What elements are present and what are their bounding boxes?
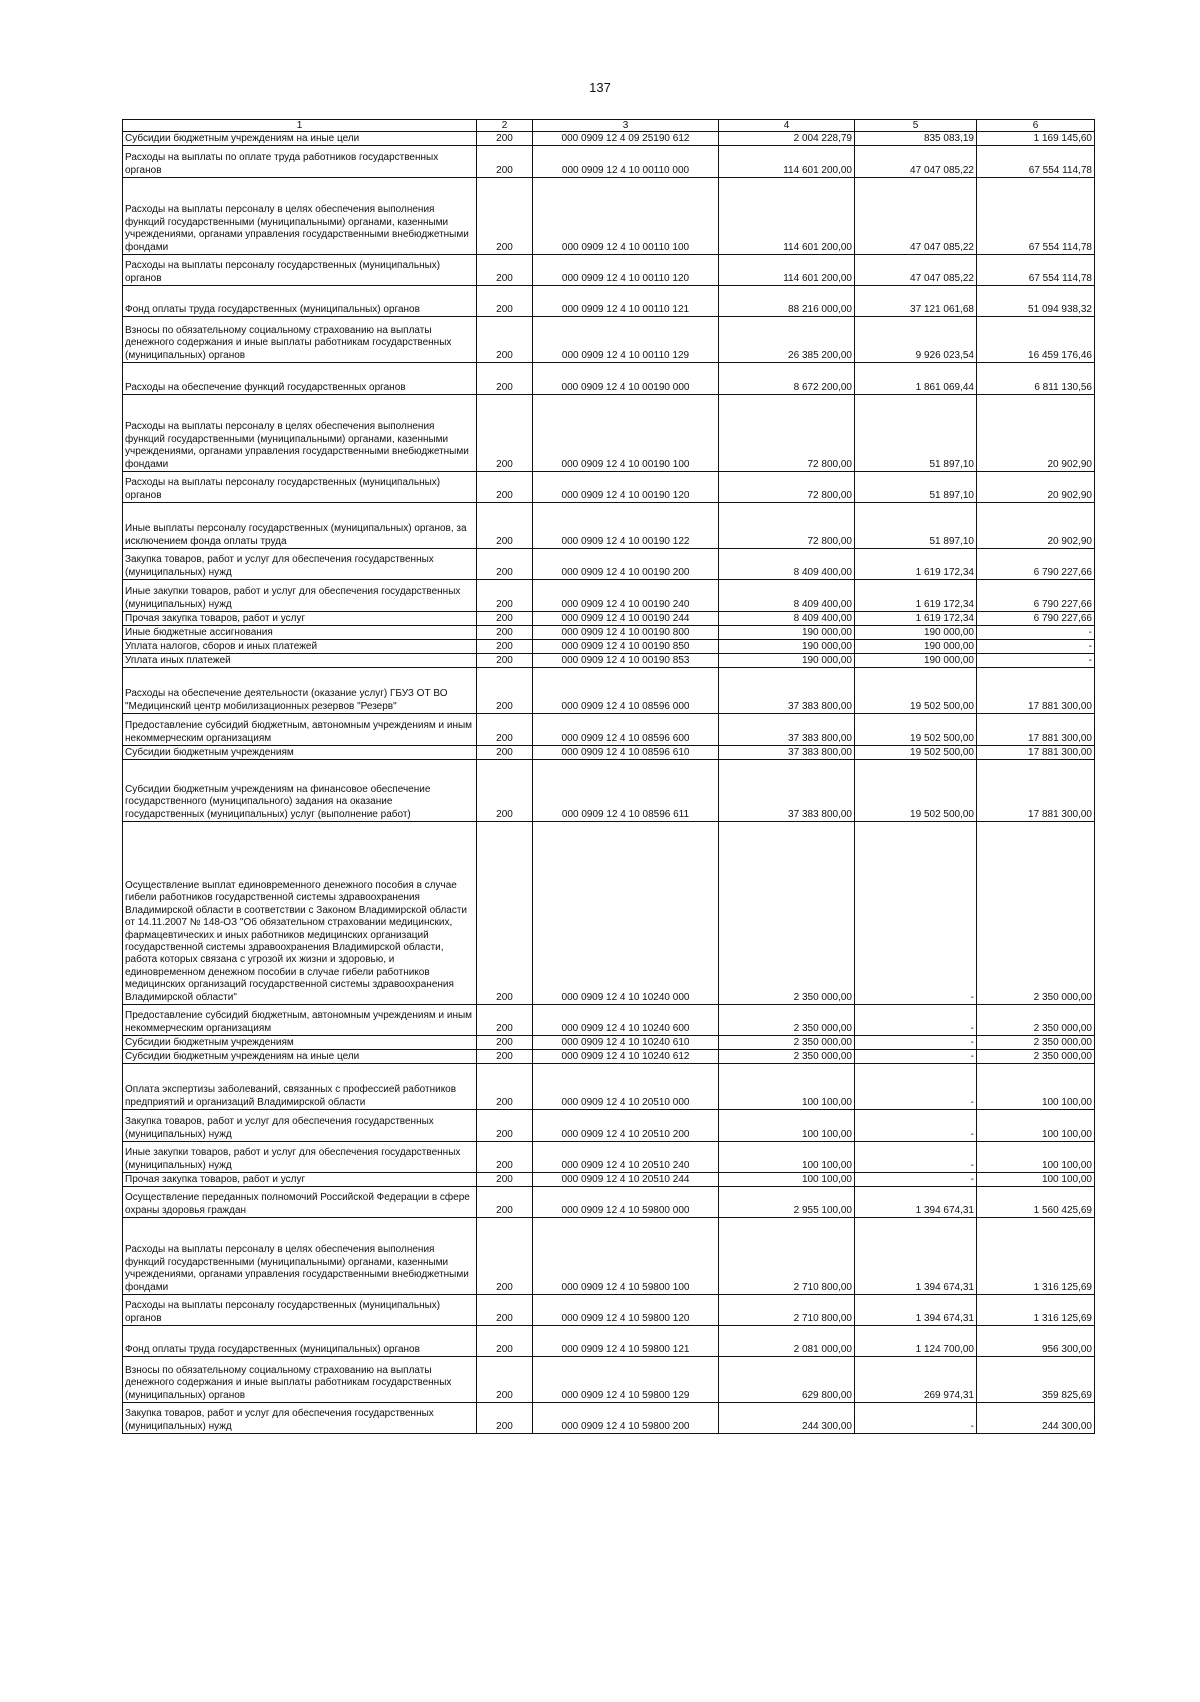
row-code: 200 [477,1326,533,1357]
table-row [123,626,1095,640]
table-row [123,1050,1095,1064]
table-row [123,1218,1095,1295]
row-value-4: 2 350 000,00 [719,822,855,1005]
table-row [123,363,1095,395]
row-kbk: 000 0909 12 4 10 59800 120 [533,1295,719,1326]
row-code: 200 [477,1036,533,1050]
row-value-6: 20 902,90 [977,395,1095,472]
row-value-5: 1 124 700,00 [855,1326,977,1357]
row-value-6: 20 902,90 [977,503,1095,549]
table-row [123,1142,1095,1173]
table-row [123,1295,1095,1326]
row-code: 200 [477,1218,533,1295]
table-row [123,395,1095,472]
row-value-5: - [855,1064,977,1110]
row-name: Закупка товаров, работ и услуг для обеспечения государственных (муниципальных) нужд [123,549,477,580]
row-code: 200 [477,1005,533,1036]
row-name: Предоставление субсидий бюджетным, автономным учреждениям и иным некоммерческим организациям [123,1005,477,1036]
row-value-5: - [855,1050,977,1064]
row-value-4: 2 350 000,00 [719,1005,855,1036]
row-code: 200 [477,1403,533,1434]
row-value-6: 2 350 000,00 [977,1005,1095,1036]
row-value-6: 100 100,00 [977,1142,1095,1173]
row-value-4: 37 383 800,00 [719,746,855,760]
row-kbk: 000 0909 12 4 10 00190 240 [533,580,719,612]
row-value-6: 100 100,00 [977,1173,1095,1187]
row-value-6: 6 811 130,56 [977,363,1095,395]
row-name: Взносы по обязательному социальному страхованию на выплаты денежного содержания и иные выплаты работникам государственных (муниципальных) органов [123,1357,477,1403]
row-kbk: 000 0909 12 4 10 20510 000 [533,1064,719,1110]
row-name: Иные бюджетные ассигнования [123,626,477,640]
row-name: Взносы по обязательному социальному страхованию на выплаты денежного содержания и иные выплаты работникам государственных (муниципальных) органов [123,317,477,363]
row-name: Фонд оплаты труда государственных (муниципальных) органов [123,286,477,317]
row-value-5: 269 974,31 [855,1357,977,1403]
row-name: Оплата экспертизы заболеваний, связанных с профессией работников предприятий и организаций Владимирской области [123,1064,477,1110]
row-value-4: 2 004 228,79 [719,132,855,146]
table-row [123,746,1095,760]
row-value-5: 19 502 500,00 [855,714,977,746]
row-code: 200 [477,1295,533,1326]
row-value-6: 2 350 000,00 [977,1050,1095,1064]
row-kbk: 000 0909 12 4 10 59800 000 [533,1187,719,1218]
row-name: Расходы на выплаты персоналу в целях обеспечения выполнения функций государственными (муниципальными) органами, казенными учреждениями, органами управления государственными внебюджетными фондами [123,178,477,255]
row-kbk: 000 0909 12 4 10 08596 000 [533,668,719,714]
row-code: 200 [477,612,533,626]
table-row [123,612,1095,626]
table-row [123,668,1095,714]
row-kbk: 000 0909 12 4 10 08596 611 [533,760,719,822]
row-name: Субсидии бюджетным учреждениям на иные цели [123,1050,477,1064]
table-row [123,640,1095,654]
table-row [123,549,1095,580]
row-value-4: 190 000,00 [719,654,855,668]
row-code: 200 [477,822,533,1005]
row-value-6: 1 169 145,60 [977,132,1095,146]
row-code: 200 [477,626,533,640]
row-code: 200 [477,1110,533,1142]
row-kbk: 000 0909 12 4 10 20510 200 [533,1110,719,1142]
row-value-5: - [855,1173,977,1187]
row-name: Расходы на обеспечение деятельности (оказание услуг) ГБУЗ ОТ ВО "Медицинский центр мобилизационных резервов "Резерв" [123,668,477,714]
row-value-6: 359 825,69 [977,1357,1095,1403]
row-value-4: 26 385 200,00 [719,317,855,363]
row-kbk: 000 0909 12 4 10 00190 800 [533,626,719,640]
table-row [123,822,1095,1005]
row-value-5: 1 619 172,34 [855,612,977,626]
row-value-4: 2 955 100,00 [719,1187,855,1218]
table-row [123,1187,1095,1218]
column-header: 2 [477,120,533,132]
row-code: 200 [477,146,533,178]
row-kbk: 000 0909 12 4 10 00190 200 [533,549,719,580]
row-value-6: 67 554 114,78 [977,146,1095,178]
column-header: 6 [977,120,1095,132]
page-number: 137 [589,80,611,95]
table-row [123,146,1095,178]
row-value-4: 114 601 200,00 [719,178,855,255]
table-row [123,503,1095,549]
row-value-5: 190 000,00 [855,654,977,668]
row-kbk: 000 0909 12 4 10 10240 610 [533,1036,719,1050]
row-value-5: 1 619 172,34 [855,580,977,612]
table-row [123,654,1095,668]
row-kbk: 000 0909 12 4 10 59800 129 [533,1357,719,1403]
row-value-6: 17 881 300,00 [977,746,1095,760]
row-code: 200 [477,714,533,746]
row-name: Уплата иных платежей [123,654,477,668]
row-value-5: - [855,1142,977,1173]
row-kbk: 000 0909 12 4 10 08596 600 [533,714,719,746]
row-value-4: 114 601 200,00 [719,146,855,178]
table-row [123,1005,1095,1036]
row-value-6: 6 790 227,66 [977,580,1095,612]
row-value-6: - [977,654,1095,668]
row-name: Иные закупки товаров, работ и услуг для обеспечения государственных (муниципальных) нужд [123,580,477,612]
row-code: 200 [477,1050,533,1064]
row-kbk: 000 0909 12 4 10 00190 122 [533,503,719,549]
row-name: Расходы на выплаты персоналу государственных (муниципальных) органов [123,1295,477,1326]
row-value-6: 6 790 227,66 [977,549,1095,580]
row-kbk: 000 0909 12 4 10 20510 244 [533,1173,719,1187]
row-name: Расходы на обеспечение функций государственных органов [123,363,477,395]
row-value-5: 1 394 674,31 [855,1295,977,1326]
row-name: Расходы на выплаты персоналу в целях обеспечения выполнения функций государственными (муниципальными) органами, казенными учреждениями, органами управления государственными внебюджетными фондами [123,1218,477,1295]
row-kbk: 000 0909 12 4 10 00190 120 [533,472,719,503]
row-kbk: 000 0909 12 4 10 00190 850 [533,640,719,654]
row-value-4: 8 409 400,00 [719,580,855,612]
row-value-6: 67 554 114,78 [977,178,1095,255]
row-value-5: - [855,822,977,1005]
row-value-4: 114 601 200,00 [719,255,855,286]
table-row [123,1110,1095,1142]
budget-table [122,119,1095,1434]
row-value-6: 6 790 227,66 [977,612,1095,626]
row-value-6: 17 881 300,00 [977,668,1095,714]
table-header-row [123,120,1095,132]
table-row [123,1403,1095,1434]
row-value-5: 19 502 500,00 [855,760,977,822]
column-header: 3 [533,120,719,132]
row-code: 200 [477,1357,533,1403]
row-code: 200 [477,503,533,549]
row-value-6: 956 300,00 [977,1326,1095,1357]
row-value-6: 1 316 125,69 [977,1218,1095,1295]
row-value-5: 190 000,00 [855,626,977,640]
row-value-5: 19 502 500,00 [855,668,977,714]
table-row [123,472,1095,503]
row-kbk: 000 0909 12 4 10 00110 100 [533,178,719,255]
row-name: Расходы на выплаты персоналу государственных (муниципальных) органов [123,472,477,503]
row-value-4: 72 800,00 [719,395,855,472]
row-code: 200 [477,132,533,146]
row-value-5: - [855,1036,977,1050]
row-kbk: 000 0909 12 4 10 00190 853 [533,654,719,668]
row-value-4: 2 350 000,00 [719,1050,855,1064]
row-code: 200 [477,760,533,822]
table-row [123,317,1095,363]
row-value-6: 100 100,00 [977,1064,1095,1110]
row-kbk: 000 0909 12 4 10 00110 129 [533,317,719,363]
row-value-5: - [855,1110,977,1142]
row-value-4: 100 100,00 [719,1064,855,1110]
row-kbk: 000 0909 12 4 10 10240 600 [533,1005,719,1036]
row-name: Расходы на выплаты персоналу государственных (муниципальных) органов [123,255,477,286]
row-code: 200 [477,317,533,363]
row-value-6: 244 300,00 [977,1403,1095,1434]
row-code: 200 [477,472,533,503]
row-value-6: 17 881 300,00 [977,714,1095,746]
row-value-6: 20 902,90 [977,472,1095,503]
row-kbk: 000 0909 12 4 10 59800 100 [533,1218,719,1295]
row-value-4: 2 350 000,00 [719,1036,855,1050]
row-name: Субсидии бюджетным учреждениям на финансовое обеспечение государственного (муниципального) задания на оказание государственных (муниципальных) услуг (выполнение работ) [123,760,477,822]
row-code: 200 [477,746,533,760]
row-name: Субсидии бюджетным учреждениям [123,1036,477,1050]
row-name: Расходы на выплаты персоналу в целях обеспечения выполнения функций государственными (муниципальными) органами, казенными учреждениями, органами управления государственными внебюджетными фондами [123,395,477,472]
row-value-5: 835 083,19 [855,132,977,146]
row-value-6: - [977,626,1095,640]
row-code: 200 [477,668,533,714]
column-header: 4 [719,120,855,132]
row-value-5: 1 394 674,31 [855,1187,977,1218]
row-value-4: 8 672 200,00 [719,363,855,395]
table-row [123,760,1095,822]
row-name: Закупка товаров, работ и услуг для обеспечения государственных (муниципальных) нужд [123,1110,477,1142]
row-value-4: 88 216 000,00 [719,286,855,317]
row-code: 200 [477,1173,533,1187]
row-value-4: 37 383 800,00 [719,668,855,714]
row-name: Прочая закупка товаров, работ и услуг [123,1173,477,1187]
table-row [123,1357,1095,1403]
table-row [123,132,1095,146]
row-name: Закупка товаров, работ и услуг для обеспечения государственных (муниципальных) нужд [123,1403,477,1434]
row-value-5: 51 897,10 [855,503,977,549]
row-code: 200 [477,640,533,654]
table-row [123,1036,1095,1050]
row-value-4: 100 100,00 [719,1142,855,1173]
row-name: Прочая закупка товаров, работ и услуг [123,612,477,626]
row-value-4: 72 800,00 [719,503,855,549]
row-name: Субсидии бюджетным учреждениям [123,746,477,760]
row-code: 200 [477,178,533,255]
row-code: 200 [477,395,533,472]
row-kbk: 000 0909 12 4 09 25190 612 [533,132,719,146]
row-value-6: 17 881 300,00 [977,760,1095,822]
table-row [123,1326,1095,1357]
row-kbk: 000 0909 12 4 10 00190 000 [533,363,719,395]
column-header: 1 [123,120,477,132]
row-code: 200 [477,363,533,395]
row-value-5: 51 897,10 [855,395,977,472]
row-name: Иные закупки товаров, работ и услуг для обеспечения государственных (муниципальных) нужд [123,1142,477,1173]
row-kbk: 000 0909 12 4 10 59800 121 [533,1326,719,1357]
row-value-5: 47 047 085,22 [855,178,977,255]
row-value-4: 37 383 800,00 [719,760,855,822]
row-value-5: 1 394 674,31 [855,1218,977,1295]
row-code: 200 [477,255,533,286]
row-value-5: 1 619 172,34 [855,549,977,580]
row-value-4: 190 000,00 [719,640,855,654]
row-value-5: - [855,1403,977,1434]
row-value-5: 37 121 061,68 [855,286,977,317]
row-kbk: 000 0909 12 4 10 59800 200 [533,1403,719,1434]
row-value-6: 2 350 000,00 [977,1036,1095,1050]
row-value-6: 16 459 176,46 [977,317,1095,363]
row-kbk: 000 0909 12 4 10 08596 610 [533,746,719,760]
row-value-5: 1 861 069,44 [855,363,977,395]
row-kbk: 000 0909 12 4 10 10240 612 [533,1050,719,1064]
row-value-4: 190 000,00 [719,626,855,640]
table-row [123,714,1095,746]
table-row [123,1173,1095,1187]
row-kbk: 000 0909 12 4 10 00190 244 [533,612,719,626]
row-name: Осуществление выплат единовременного денежного пособия в случае гибели работников государственной системы здравоохранения Владимирской области в соответствии с Законом Владимирской области от 14.11.2007 № 148-ОЗ "Об обязательном страховании медицинских, фармацевтических и иных работников медицинских организаций государственной системы здравоохранения Владимирской области, работа которых связана с угрозой их жизни и здоровью, и единовременном денежном пособии в случае гибели работников медицинских организаций государственной системы здравоохранения Владимирской области" [123,822,477,1005]
row-name: Расходы на выплаты по оплате труда работников государственных органов [123,146,477,178]
row-value-5: 19 502 500,00 [855,746,977,760]
row-code: 200 [477,580,533,612]
row-name: Фонд оплаты труда государственных (муниципальных) органов [123,1326,477,1357]
row-code: 200 [477,1064,533,1110]
row-value-4: 100 100,00 [719,1110,855,1142]
row-value-4: 629 800,00 [719,1357,855,1403]
row-value-6: 100 100,00 [977,1110,1095,1142]
row-value-6: 51 094 938,32 [977,286,1095,317]
row-value-4: 8 409 400,00 [719,549,855,580]
row-kbk: 000 0909 12 4 10 10240 000 [533,822,719,1005]
row-value-4: 244 300,00 [719,1403,855,1434]
row-value-4: 2 081 000,00 [719,1326,855,1357]
row-value-5: 190 000,00 [855,640,977,654]
row-value-6: 1 560 425,69 [977,1187,1095,1218]
row-kbk: 000 0909 12 4 10 00190 100 [533,395,719,472]
row-name: Уплата налогов, сборов и иных платежей [123,640,477,654]
table-row [123,1064,1095,1110]
row-value-4: 8 409 400,00 [719,612,855,626]
row-value-5: - [855,1005,977,1036]
row-value-4: 2 710 800,00 [719,1218,855,1295]
row-value-5: 9 926 023,54 [855,317,977,363]
row-value-6: 67 554 114,78 [977,255,1095,286]
row-kbk: 000 0909 12 4 10 00110 000 [533,146,719,178]
row-value-6: 2 350 000,00 [977,822,1095,1005]
row-name: Предоставление субсидий бюджетным, автономным учреждениям и иным некоммерческим организациям [123,714,477,746]
row-code: 200 [477,1142,533,1173]
table-row [123,178,1095,255]
row-code: 200 [477,1187,533,1218]
table-row [123,255,1095,286]
row-value-4: 72 800,00 [719,472,855,503]
row-kbk: 000 0909 12 4 10 00110 120 [533,255,719,286]
row-value-5: 47 047 085,22 [855,146,977,178]
row-value-5: 47 047 085,22 [855,255,977,286]
row-value-4: 100 100,00 [719,1173,855,1187]
row-value-4: 37 383 800,00 [719,714,855,746]
row-value-6: 1 316 125,69 [977,1295,1095,1326]
table-row [123,286,1095,317]
row-code: 200 [477,654,533,668]
column-header: 5 [855,120,977,132]
row-code: 200 [477,549,533,580]
row-value-5: 51 897,10 [855,472,977,503]
row-code: 200 [477,286,533,317]
row-kbk: 000 0909 12 4 10 20510 240 [533,1142,719,1173]
table-row [123,580,1095,612]
row-value-4: 2 710 800,00 [719,1295,855,1326]
row-name: Осуществление переданных полномочий Российской Федерации в сфере охраны здоровья граждан [123,1187,477,1218]
row-name: Субсидии бюджетным учреждениям на иные цели [123,132,477,146]
row-value-6: - [977,640,1095,654]
row-kbk: 000 0909 12 4 10 00110 121 [533,286,719,317]
row-name: Иные выплаты персоналу государственных (муниципальных) органов, за исключением фонда оплаты труда [123,503,477,549]
